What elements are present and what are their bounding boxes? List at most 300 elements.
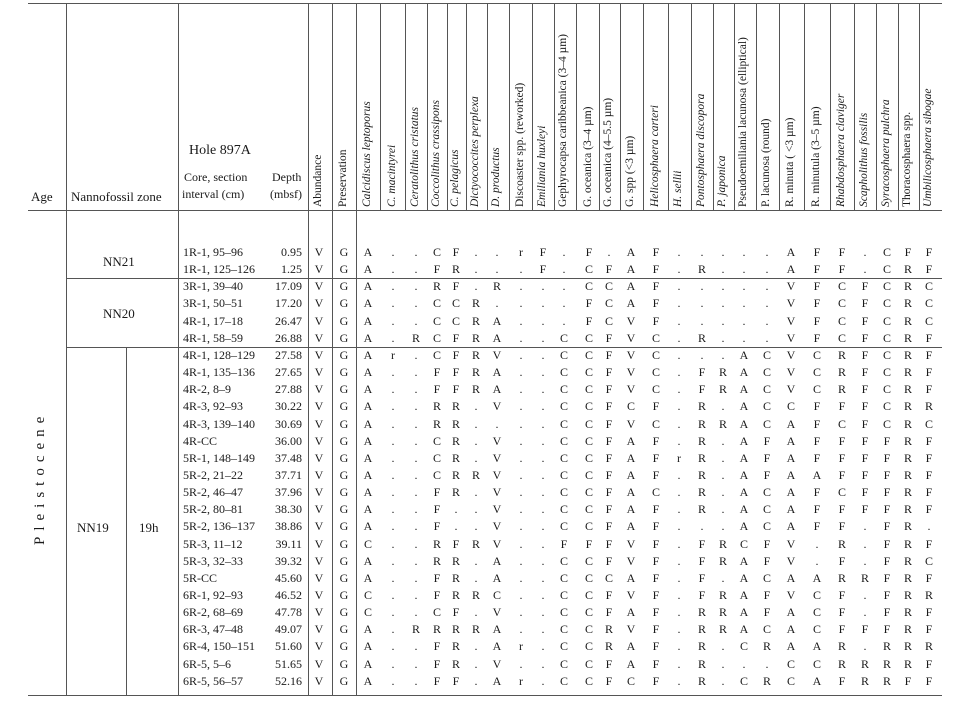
- abundance-cell: V: [786, 382, 796, 397]
- abundance-cell: G: [339, 605, 349, 620]
- abundance-cell: F: [904, 245, 912, 259]
- column-divider: [427, 3, 428, 210]
- abundance-cell: F: [838, 433, 846, 448]
- abundance-cell: .: [677, 245, 681, 259]
- abundance-cell: F: [883, 467, 891, 482]
- abundance-cell: R: [411, 330, 420, 345]
- abundance-cell: A: [626, 450, 636, 465]
- abundance-cell: R: [432, 553, 441, 568]
- abundance-cell: F: [838, 467, 846, 482]
- age-header: Age: [31, 189, 53, 204]
- abundance-cell: .: [391, 502, 395, 517]
- abundance-cell: V: [314, 433, 324, 448]
- column-header: Scapholithus fossilis: [858, 112, 870, 207]
- abundance-cell: .: [519, 399, 523, 414]
- abundance-cell: V: [314, 673, 324, 688]
- abundance-cell: A: [363, 296, 373, 311]
- abundance-cell: C: [837, 416, 846, 431]
- abundance-cell: .: [454, 502, 458, 517]
- abundance-cell: A: [363, 673, 373, 688]
- abundance-cell: A: [492, 330, 502, 345]
- abundance-cell: C: [559, 330, 568, 345]
- abundance-cell: A: [739, 485, 749, 500]
- abundance-cell: R: [411, 622, 420, 637]
- abundance-cell: .: [721, 433, 725, 448]
- abundance-cell: G: [339, 313, 349, 328]
- abundance-cell: F: [433, 588, 441, 602]
- abundance-cell: F: [433, 365, 441, 380]
- abundance-cell: C: [559, 382, 568, 397]
- abundance-cell: R: [697, 639, 706, 654]
- abundance-cell: V: [492, 485, 502, 500]
- abundance-cell: F: [652, 536, 660, 551]
- abundance-cell: F: [925, 485, 933, 500]
- abundance-cell: A: [363, 399, 373, 414]
- abundance-cell: F: [838, 399, 846, 414]
- abundance-cell: R: [471, 588, 480, 602]
- abundance-cell: C: [584, 262, 593, 277]
- depth-cell: 37.48: [275, 450, 302, 465]
- abundance-cell: .: [474, 245, 478, 259]
- abundance-cell: .: [391, 485, 395, 500]
- abundance-cell: F: [883, 433, 891, 448]
- abundance-cell: C: [812, 588, 821, 602]
- abundance-cell: V: [626, 553, 636, 568]
- abundance-cell: F: [813, 433, 821, 448]
- depth-cell: 52.16: [275, 673, 302, 688]
- abundance-cell: C: [882, 279, 891, 294]
- abundance-cell: R: [903, 279, 912, 294]
- abundance-cell: F: [813, 450, 821, 465]
- age-label: Pleistocene: [32, 410, 48, 545]
- abundance-cell: C: [786, 399, 795, 414]
- abundance-cell: .: [863, 605, 867, 620]
- column-header: R. minuta ( <3 µm): [784, 117, 796, 207]
- abundance-cell: C: [812, 622, 821, 637]
- depth-cell: 49.07: [275, 622, 302, 637]
- abundance-cell: A: [363, 467, 373, 482]
- abundance-cell: C: [584, 399, 593, 414]
- abundance-cell: F: [861, 365, 869, 380]
- abundance-cell: .: [863, 639, 867, 654]
- abundance-cell: .: [541, 519, 545, 534]
- abundance-cell: F: [652, 433, 660, 448]
- abundance-cell: R: [604, 639, 613, 654]
- abundance-cell: F: [539, 245, 547, 259]
- abundance-cell: C: [584, 588, 593, 602]
- abundance-cell: .: [474, 553, 478, 568]
- column-divider: [576, 3, 577, 210]
- abundance-cell: C: [604, 296, 613, 311]
- abundance-cell: R: [697, 399, 706, 414]
- abundance-cell: C: [559, 570, 568, 585]
- abundance-cell: R: [432, 536, 441, 551]
- abundance-cell: .: [495, 296, 499, 311]
- abundance-cell: .: [474, 416, 478, 431]
- abundance-cell: .: [721, 467, 725, 482]
- abundance-cell: A: [786, 262, 796, 277]
- abundance-cell: R: [471, 330, 480, 345]
- abundance-cell: .: [519, 416, 523, 431]
- abundance-cell: F: [433, 519, 441, 534]
- abundance-cell: C: [626, 673, 635, 688]
- abundance-cell: C: [604, 313, 613, 328]
- abundance-cell: C: [739, 673, 748, 688]
- abundance-cell: .: [721, 673, 725, 688]
- abundance-cell: V: [786, 588, 796, 602]
- zone-label: NN20: [103, 305, 135, 321]
- abundance-cell: G: [339, 450, 349, 465]
- abundance-cell: F: [861, 433, 869, 448]
- abundance-cell: .: [519, 485, 523, 500]
- abundance-cell: R: [471, 347, 480, 362]
- abundance-cell: F: [652, 450, 660, 465]
- abundance-cell: .: [677, 502, 681, 517]
- abundance-cell: .: [519, 467, 523, 482]
- abundance-cell: C: [739, 536, 748, 551]
- column-header: Gephyrocapsa caribbeanica (3–4 µm): [557, 34, 569, 207]
- abundance-cell: R: [903, 347, 912, 362]
- abundance-cell: .: [474, 656, 478, 671]
- abundance-cell: F: [433, 262, 441, 277]
- abundance-cell: F: [838, 450, 846, 465]
- abundance-cell: G: [339, 365, 349, 380]
- abundance-cell: F: [925, 622, 933, 637]
- column-divider: [898, 3, 899, 210]
- abundance-cell: .: [414, 262, 418, 277]
- abundance-cell: .: [721, 262, 725, 277]
- abundance-cell: A: [626, 262, 636, 277]
- abundance-cell: R: [451, 553, 460, 568]
- abundance-cell: F: [652, 553, 660, 568]
- abundance-cell: V: [786, 536, 796, 551]
- abundance-cell: .: [742, 262, 746, 277]
- column-divider: [405, 3, 406, 210]
- abundance-cell: V: [492, 656, 502, 671]
- abundance-cell: F: [763, 536, 771, 551]
- abundance-cell: A: [739, 605, 749, 620]
- abundance-cell: C: [626, 399, 635, 414]
- abundance-cell: C: [584, 502, 593, 517]
- abundance-cell: F: [861, 296, 869, 311]
- abundance-cell: C: [786, 656, 795, 671]
- abundance-cell: A: [626, 485, 636, 500]
- abundance-cell: F: [813, 519, 821, 534]
- depth-cell: 38.30: [275, 502, 302, 517]
- abundance-cell: F: [605, 656, 613, 671]
- abundance-cell: F: [763, 553, 771, 568]
- abundance-cell: F: [813, 313, 821, 328]
- abundance-cell: V: [314, 245, 324, 259]
- abundance-cell: .: [863, 588, 867, 602]
- abundance-cell: F: [861, 399, 869, 414]
- depth-cell: 37.96: [275, 485, 302, 500]
- core-section-cell: 5R-3, 32–33: [183, 553, 243, 568]
- abundance-cell: .: [541, 279, 545, 294]
- abundance-cell: V: [314, 605, 324, 620]
- depth-cell: 27.58: [275, 347, 302, 362]
- abundance-cell: F: [861, 416, 869, 431]
- abundance-cell: .: [863, 262, 867, 277]
- abundance-cell: .: [474, 485, 478, 500]
- abundance-cell: A: [812, 673, 822, 688]
- column-header: Discoaster spp. (reworked): [514, 82, 526, 207]
- abundance-cell: .: [541, 485, 545, 500]
- abundance-cell: V: [314, 279, 324, 294]
- abundance-cell: .: [474, 262, 478, 277]
- abundance-cell: .: [863, 519, 867, 534]
- abundance-cell: F: [838, 553, 846, 568]
- abundance-cell: .: [414, 279, 418, 294]
- abundance-cell: .: [391, 262, 395, 277]
- abundance-cell: .: [474, 279, 478, 294]
- abundance-cell: R: [903, 399, 912, 414]
- abundance-cell: .: [519, 502, 523, 517]
- abundance-cell: .: [519, 296, 523, 311]
- abundance-cell: R: [860, 570, 869, 585]
- column-header: Rhabdosphaera claviger: [835, 93, 847, 207]
- abundance-cell: F: [605, 347, 613, 362]
- abundance-cell: F: [652, 262, 660, 277]
- abundance-cell: .: [414, 588, 418, 602]
- abundance-cell: A: [786, 485, 796, 500]
- abundance-cell: C: [924, 296, 933, 311]
- abundance-cell: C: [604, 279, 613, 294]
- abundance-cell: A: [739, 588, 749, 602]
- abundance-cell: C: [559, 467, 568, 482]
- divider-preservation: [356, 3, 357, 695]
- abundance-cell: V: [314, 399, 324, 414]
- abundance-cell: .: [541, 399, 545, 414]
- abundance-cell: R: [837, 570, 846, 585]
- abundance-cell: G: [339, 245, 349, 259]
- depth-cell: 37.71: [275, 467, 302, 482]
- abundance-cell: V: [314, 330, 324, 345]
- abundance-cell: .: [391, 313, 395, 328]
- abundance-cell: C: [882, 382, 891, 397]
- abundance-cell: A: [363, 502, 373, 517]
- abundance-cell: C: [882, 262, 891, 277]
- depth-cell: 26.47: [275, 313, 302, 328]
- abundance-cell: F: [605, 467, 613, 482]
- zone-separator-rule: [67, 278, 942, 279]
- abundance-cell: .: [562, 313, 566, 328]
- abundance-cell: C: [584, 656, 593, 671]
- abundance-cell: C: [432, 450, 441, 465]
- abundance-cell: C: [924, 279, 933, 294]
- abundance-cell: V: [314, 588, 324, 602]
- abundance-cell: .: [391, 570, 395, 585]
- column-header: C. pelagicus: [449, 149, 461, 207]
- abundance-cell: .: [677, 673, 681, 688]
- abundance-cell: F: [861, 313, 869, 328]
- abundance-cell: .: [414, 467, 418, 482]
- depth-cell: 26.88: [275, 330, 302, 345]
- column-divider: [734, 3, 735, 210]
- abundance-cell: A: [786, 519, 796, 534]
- abundance-cell: A: [739, 433, 749, 448]
- abundance-cell: G: [339, 622, 349, 637]
- abundance-cell: .: [414, 347, 418, 362]
- abundance-cell: C: [882, 347, 891, 362]
- column-header: Calcidiscus leptoporus: [361, 101, 373, 207]
- abundance-cell: A: [363, 365, 373, 380]
- abundance-cell: A: [363, 485, 373, 500]
- abundance-cell: .: [414, 365, 418, 380]
- abundance-cell: C: [812, 382, 821, 397]
- abundance-cell: .: [474, 433, 478, 448]
- abundance-cell: .: [474, 570, 478, 585]
- abundance-cell: F: [605, 262, 613, 277]
- abundance-cell: R: [903, 296, 912, 311]
- abundance-cell: .: [391, 622, 395, 637]
- abundance-cell: .: [541, 673, 545, 688]
- abundance-cell: .: [742, 330, 746, 345]
- abundance-cell: .: [474, 519, 478, 534]
- bottom-rule: [28, 695, 942, 696]
- abundance-cell: C: [451, 313, 460, 328]
- abundance-cell: A: [626, 502, 636, 517]
- core-section-cell: 3R-1, 39–40: [183, 279, 243, 294]
- abundance-cell: F: [605, 399, 613, 414]
- abundance-cell: F: [652, 588, 660, 602]
- abundance-cell: .: [541, 656, 545, 671]
- core-section-cell: 3R-1, 50–51: [183, 296, 243, 311]
- abundance-cell: C: [762, 382, 771, 397]
- abundance-cell: .: [677, 365, 681, 380]
- abundance-cell: A: [363, 245, 373, 259]
- abundance-cell: F: [585, 313, 593, 328]
- abundance-cell: C: [882, 296, 891, 311]
- abundance-cell: F: [813, 485, 821, 500]
- abundance-cell: C: [924, 313, 933, 328]
- abundance-cell: F: [883, 450, 891, 465]
- abundance-cell: .: [391, 416, 395, 431]
- core-section-cell: 1R-1, 95–96: [183, 245, 243, 259]
- core-header-line1: Core, section: [184, 170, 248, 184]
- abundance-cell: .: [391, 365, 395, 380]
- abundance-cell: V: [492, 450, 502, 465]
- abundance-cell: F: [925, 570, 933, 585]
- abundance-cell: R: [451, 570, 460, 585]
- abundance-cell: G: [339, 536, 349, 551]
- abundance-cell: F: [452, 347, 460, 362]
- abundance-cell: F: [560, 536, 568, 551]
- abundance-cell: F: [652, 673, 660, 688]
- column-divider: [713, 3, 714, 210]
- abundance-cell: F: [452, 330, 460, 345]
- abundance-cell: .: [721, 296, 725, 311]
- abundance-cell: C: [786, 673, 795, 688]
- abundance-cell: F: [925, 433, 933, 448]
- subzone-label: 19h: [139, 519, 159, 535]
- abundance-cell: C: [924, 416, 933, 431]
- abundance-cell: V: [314, 536, 324, 551]
- abundance-cell: F: [883, 502, 891, 517]
- core-section-cell: 4R-1, 58–59: [183, 330, 243, 345]
- abundance-cell: A: [739, 570, 749, 585]
- abundance-cell: R: [697, 450, 706, 465]
- abundance-cell: V: [314, 313, 324, 328]
- core-section-cell: 5R-2, 46–47: [183, 485, 243, 500]
- abundance-cell: .: [519, 622, 523, 637]
- abundance-cell: A: [363, 450, 373, 465]
- abundance-cell: .: [721, 639, 725, 654]
- abundance-cell: A: [492, 382, 502, 397]
- core-section-cell: 6R-2, 68–69: [183, 605, 243, 620]
- abundance-cell: R: [697, 416, 706, 431]
- abundance-cell: F: [698, 365, 706, 380]
- abundance-cell: .: [765, 279, 769, 294]
- abundance-cell: R: [762, 639, 771, 654]
- abundance-cell: .: [391, 382, 395, 397]
- abundance-cell: .: [391, 450, 395, 465]
- abundance-cell: .: [391, 296, 395, 311]
- column-header: Coccolithus crassipons: [430, 99, 442, 207]
- abundance-cell: A: [363, 519, 373, 534]
- depth-cell: 38.86: [275, 519, 302, 534]
- abundance-cell: V: [626, 330, 636, 345]
- abundance-cell: A: [786, 502, 796, 517]
- abundance-cell: V: [314, 262, 324, 277]
- abundance-cell: A: [363, 279, 373, 294]
- abundance-cell: R: [451, 399, 460, 414]
- abundance-cell: A: [626, 279, 636, 294]
- abundance-cell: A: [739, 365, 749, 380]
- abundance-cell: .: [519, 553, 523, 568]
- depth-cell: 39.32: [275, 553, 302, 568]
- abundance-cell: .: [414, 502, 418, 517]
- abundance-cell: A: [786, 622, 796, 637]
- abundance-cell: .: [414, 296, 418, 311]
- abundance-cell: G: [339, 553, 349, 568]
- abundance-cell: R: [903, 536, 912, 551]
- abundance-cell: C: [837, 485, 846, 500]
- abundance-cell: .: [414, 639, 418, 654]
- depth-cell: 27.65: [275, 365, 302, 380]
- abundance-cell: F: [861, 467, 869, 482]
- divider-subzone: [126, 347, 127, 695]
- abundance-cell: .: [927, 519, 931, 534]
- abundance-cell: C: [882, 313, 891, 328]
- abundance-cell: F: [813, 502, 821, 517]
- depth-cell: 45.60: [275, 570, 302, 585]
- depth-cell: 46.52: [275, 588, 302, 602]
- abundance-cell: R: [903, 262, 912, 277]
- abundance-cell: C: [882, 399, 891, 414]
- depth-cell: 30.69: [275, 416, 302, 431]
- abundance-cell: R: [903, 502, 912, 517]
- abundance-cell: .: [677, 399, 681, 414]
- abundance-cell: .: [541, 416, 545, 431]
- abundance-cell: .: [700, 519, 704, 534]
- abundance-cell: .: [541, 450, 545, 465]
- abundance-cell: A: [363, 639, 373, 654]
- abundance-cell: R: [837, 639, 846, 654]
- abundance-cell: F: [585, 296, 593, 311]
- abundance-cell: R: [718, 416, 727, 431]
- abundance-cell: R: [762, 673, 771, 688]
- abundance-cell: G: [339, 416, 349, 431]
- column-header: H. sellii: [672, 170, 684, 207]
- abundance-cell: .: [765, 330, 769, 345]
- abundance-cell: R: [882, 639, 891, 654]
- abundance-cell: V: [314, 296, 324, 311]
- abundance-cell: R: [697, 485, 706, 500]
- abundance-cell: G: [339, 467, 349, 482]
- abundance-cell: C: [651, 330, 660, 345]
- abundance-cell: R: [471, 536, 480, 551]
